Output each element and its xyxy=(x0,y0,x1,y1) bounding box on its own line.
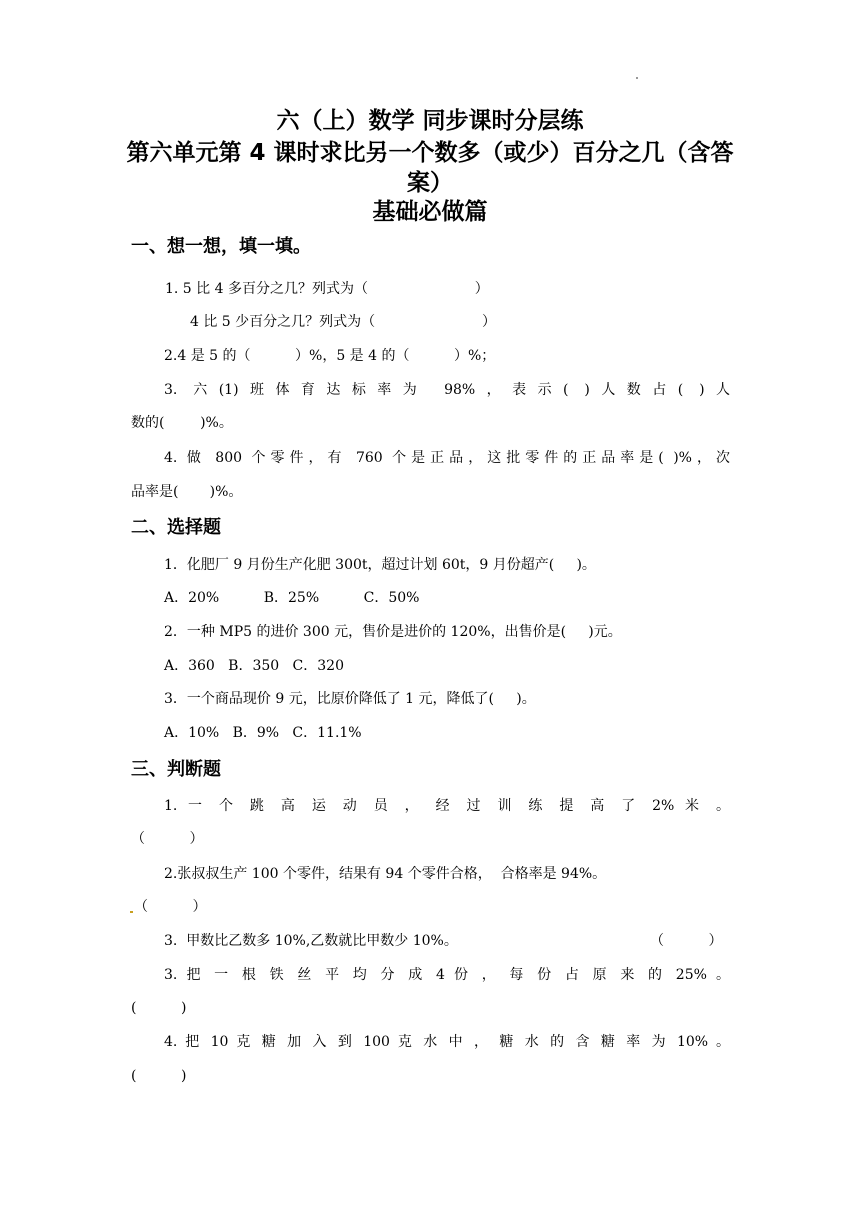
judge-question-1-answer: （ ） xyxy=(131,831,204,847)
judge-question-3: 3. 甲数比乙数多 10%,乙数就比甲数少 10%。 xyxy=(164,933,458,949)
judge-question-1-line1: 1. 一 个 跳 高 运 动 员 ， 经 过 训 练 提 高 了 2% 米 。 xyxy=(164,798,730,814)
choice-question-1-options: A．20% B．25% C．50% xyxy=(164,590,420,606)
judge-question-2-answer: （ ） xyxy=(134,899,207,915)
question-1-3-line1: 3. 六(1)班体育达标率为 98%，表示( )人数占( )人 xyxy=(164,382,730,398)
question-1-1a: 1. 5 比 4 多百分之几？列式为（ ） xyxy=(165,281,489,297)
question-1-2: 2.4 是 5 的（ ）%，5 是 4 的（ ）%； xyxy=(164,348,496,364)
lesson-title: 第六单元第 4 课时求比另一个数多（或少）百分之几（含答案） xyxy=(126,140,734,196)
judge-question-3-answer: （ ） xyxy=(650,933,723,949)
judge-question-4-answer: ( ) xyxy=(131,1000,187,1016)
choice-question-2: 2．一种 MP5 的进价 300 元，售价是进价的 120%，出售价是( )元。 xyxy=(164,624,622,640)
question-1-1b: 4 比 5 少百分之几？列式为（ ） xyxy=(190,314,496,330)
question-1-4-line1: 4. 做 800 个零件，有 760 个是正品，这批零件的正品率是( )%，次 xyxy=(164,450,730,466)
level-subtitle: 基础必做篇 xyxy=(372,199,488,225)
section-heading-fill-in: 一、想一想，填一填。 xyxy=(131,236,311,257)
choice-question-3: 3．一个商品现价 9 元，比原价降低了 1 元，降低了( )。 xyxy=(164,691,536,707)
choice-question-2-options: A．360 B．350 C．320 xyxy=(164,658,344,674)
worksheet-title: 六（上）数学 同步课时分层练 xyxy=(276,108,584,134)
judge-question-4-line1: 3. 把 一 根 铁 丝 平 均 分 成 4 份 ， 每 份 占 原 来 的 25% 。 xyxy=(164,967,730,983)
section-heading-true-false: 三、判断题 xyxy=(131,759,221,780)
judge-question-5-line1: 4. 把 10 克 糖 加 入 到 100 克 水 中 ， 糖 水 的 含 糖 率 为 10% 。 xyxy=(164,1034,730,1050)
scan-speck xyxy=(130,911,133,913)
choice-question-1: 1．化肥厂 9 月份生产化肥 300t，超过计划 60t，9 月份超产( )。 xyxy=(164,557,596,573)
section-heading-multiple-choice: 二、选择题 xyxy=(131,517,221,538)
choice-question-3-options: A．10% B．9% C．11.1% xyxy=(164,725,362,741)
judge-question-5-answer: ( ) xyxy=(131,1068,187,1084)
question-1-4-line2: 品率是( )%。 xyxy=(131,484,243,500)
question-1-3-line2: 数的( )%。 xyxy=(131,415,233,431)
judge-question-2-line1: 2.张叔叔生产 100 个零件，结果有 94 个零件合格， 合格率是 94%。 xyxy=(164,866,607,882)
scan-speck xyxy=(636,77,638,79)
